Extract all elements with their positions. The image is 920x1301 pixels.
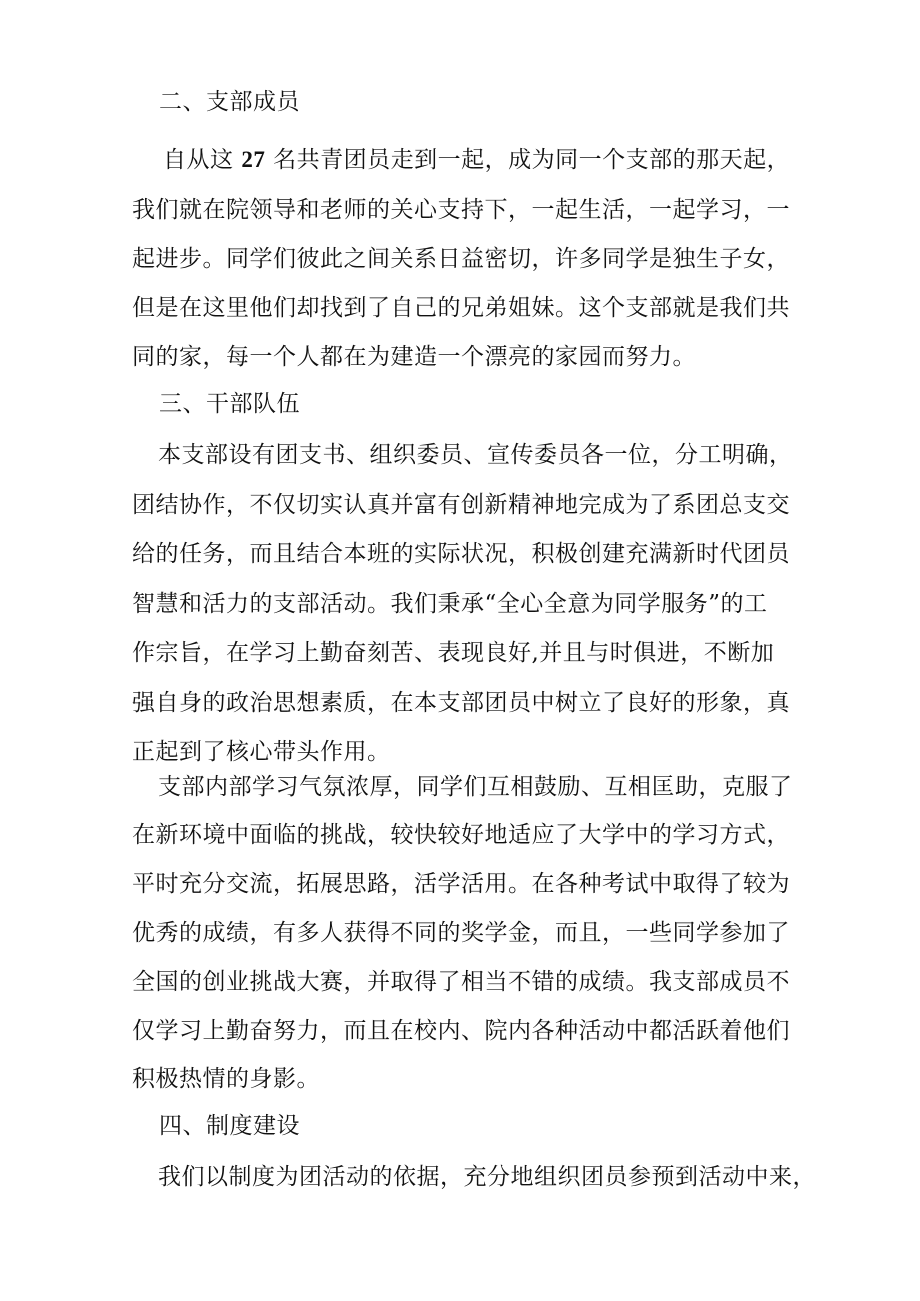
text-fragment: 名共青团员走到一起，成为同一个支部的那天起， (265, 147, 791, 173)
paragraph-line: 平时充分交流，拓展思路，活学活用。在各种考试中取得了较为 (132, 871, 790, 897)
paragraph-line: 我们以制度为团活动的依据，充分地组织团员参预到活动中来， (158, 1164, 816, 1190)
paragraph-line: 智慧和活力的支部活动。我们秉承“全心全意为同学服务”的工 (132, 591, 768, 617)
paragraph-line: 我们就在院领导和老师的关心支持下，一起生活，一起学习，一 (132, 197, 790, 223)
paragraph-line: 强自身的政治思想素质，在本支部团员中树立了良好的形象，真 (132, 690, 790, 716)
paragraph-line: 支部内部学习气氛浓厚，同学们互相鼓励、互相匡助，克服了 (158, 774, 793, 800)
paragraph-line: 作宗旨，在学习上勤奋刻苦、表现良好,并且与时俱进，不断加 (132, 640, 775, 666)
paragraph-line: 正起到了核心带头作用。 (132, 739, 391, 765)
section-heading-members: 二、支部成员 (159, 89, 300, 115)
paragraph-line: 优秀的成绩，有多人获得不同的奖学金，而且，一些同学参加了 (132, 920, 790, 946)
paragraph-line: 仅学习上勤奋努力，而且在校内、院内各种活动中都活跃着他们 (132, 1018, 790, 1044)
paragraph-line: 起进步。同学们彼此之间关系日益密切，许多同学是独生子女， (132, 246, 790, 272)
paragraph-line: 本支部设有团支书、组织委员、宣传委员各一位，分工明确， (158, 442, 793, 468)
paragraph-line: 积极热情的身影。 (132, 1066, 320, 1092)
paragraph-line: 给的任务，而且结合本班的实际状况，积极创建充满新时代团员 (132, 541, 790, 567)
text-fragment: 自从这 (163, 147, 242, 173)
section-heading-system: 四、制度建设 (159, 1113, 300, 1139)
member-count: 27 (241, 147, 266, 172)
paragraph-line: 但是在这里他们却找到了自己的兄弟姐妹。这个支部就是我们共 (132, 295, 790, 321)
paragraph-line: 全国的创业挑战大赛，并取得了相当不错的成绩。我支部成员不 (132, 969, 790, 995)
paragraph-line (163, 140, 790, 180)
paragraph-line: 团结协作，不仅切实认真并富有创新精神地完成为了系团总支交 (132, 492, 790, 518)
section-heading-cadre: 三、干部队伍 (159, 391, 300, 417)
paragraph-line: 在新环境中面临的挑战，较快较好地适应了大学中的学习方式， (132, 822, 790, 848)
paragraph-line: 同的家，每一个人都在为建造一个漂亮的家园而努力。 (132, 344, 696, 370)
